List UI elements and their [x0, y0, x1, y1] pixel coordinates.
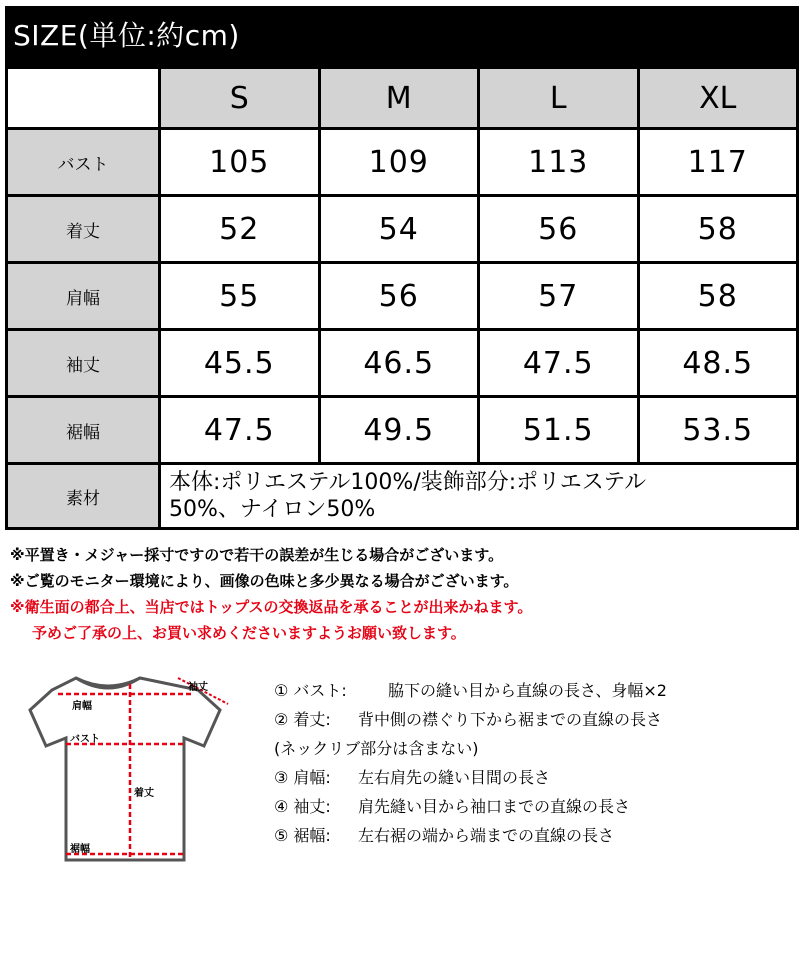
table-cell: 109: [319, 129, 479, 196]
header-corner-cell: [7, 68, 160, 129]
table-cell: 58: [638, 196, 798, 263]
legend-value: 脇下の縫い目から直線の長さ、身幅×2: [388, 681, 667, 700]
table-cell: 54: [319, 196, 479, 263]
legend-item: [274, 792, 794, 821]
legend-value: 左右肩先の縫い目間の長さ: [358, 768, 551, 787]
table-cell: 58: [638, 263, 798, 330]
diagram-label-shoulder: 肩幅: [72, 701, 92, 712]
legend-key: ③ 肩幅:: [274, 768, 331, 787]
table-cell: 53.5: [638, 397, 798, 464]
legend-item: [274, 676, 794, 705]
note-line: ※ご覧のモニター環境により、画像の色味と多少異なる場合がございます。: [10, 572, 519, 590]
measurement-diagram: [18, 664, 258, 874]
diagram-label-bust: バスト: [70, 734, 100, 745]
table-cell: 113: [479, 129, 639, 196]
note-line: ※平置き・メジャー採寸ですので若干の誤差が生じる場合がございます。: [10, 546, 504, 564]
table-row-sleeve: [7, 330, 798, 397]
table-cell: 49.5: [319, 397, 479, 464]
table-cell: 56: [319, 263, 479, 330]
table-row-material: [7, 464, 798, 529]
table-cell: 47.5: [160, 397, 320, 464]
table-cell: 47.5: [479, 330, 639, 397]
material-line-1: 本体:ポリエステル100%/装飾部分:ポリエステル: [169, 470, 647, 495]
table-row-length: [7, 196, 798, 263]
legend-value: 左右裾の端から端までの直線の長さ: [358, 826, 615, 845]
legend-value: 背中側の襟ぐり下から裾までの直線の長さ: [358, 710, 663, 729]
table-cell: 48.5: [638, 330, 798, 397]
legend-key: ① バスト:: [274, 681, 347, 700]
size-header-row: [7, 68, 798, 129]
legend-key: ⑤ 裾幅:: [274, 826, 331, 845]
material-line-2: 50%、ナイロン50%: [169, 497, 376, 522]
row-label: 着丈: [7, 196, 160, 263]
note-line-warning: ※衛生面の都合上、当店ではトップスの交換返品を承ることが出来かねます。: [10, 598, 533, 616]
legend-item: [274, 763, 794, 792]
table-row-bust: [7, 129, 798, 196]
legend-item: [274, 821, 794, 850]
table-cell: 45.5: [160, 330, 320, 397]
legend-value: (ネックリブ部分は含まない): [274, 739, 479, 758]
size-table: [5, 66, 799, 530]
legend-value: 肩先縫い目から袖口までの直線の長さ: [358, 797, 631, 816]
tshirt-outline-icon: [18, 664, 258, 874]
size-header-s: S: [160, 68, 320, 129]
legend-item: [274, 734, 794, 763]
table-cell: 55: [160, 263, 320, 330]
table-cell: 117: [638, 129, 798, 196]
table-row-hem: [7, 397, 798, 464]
row-label: 肩幅: [7, 263, 160, 330]
notes-block: [10, 542, 790, 646]
legend-key: ④ 袖丈:: [274, 797, 331, 816]
size-header-l: L: [479, 68, 639, 129]
diagram-label-length: 着丈: [134, 788, 154, 799]
table-cell: 105: [160, 129, 320, 196]
table-cell: 46.5: [319, 330, 479, 397]
legend-item: [274, 705, 794, 734]
table-cell: 51.5: [479, 397, 639, 464]
row-label: 裾幅: [7, 397, 160, 464]
material-cell: [160, 464, 798, 529]
measurement-legend: [274, 676, 794, 850]
note-line-warning: 予めご了承の上、お買い求めくださいますようお願い致します。: [32, 624, 466, 642]
size-header-m: M: [319, 68, 479, 129]
row-label: バスト: [7, 129, 160, 196]
table-row-shoulder: [7, 263, 798, 330]
table-cell: 52: [160, 196, 320, 263]
table-cell: 57: [479, 263, 639, 330]
diagram-label-sleeve: 袖丈: [188, 682, 208, 693]
table-cell: 56: [479, 196, 639, 263]
size-table-title: SIZE(単位:約cm): [5, 6, 799, 66]
row-label: 袖丈: [7, 330, 160, 397]
diagram-label-hem: 裾幅: [70, 844, 90, 855]
legend-key: ② 着丈:: [274, 710, 331, 729]
size-header-xl: XL: [638, 68, 798, 129]
row-label: 素材: [7, 464, 160, 529]
